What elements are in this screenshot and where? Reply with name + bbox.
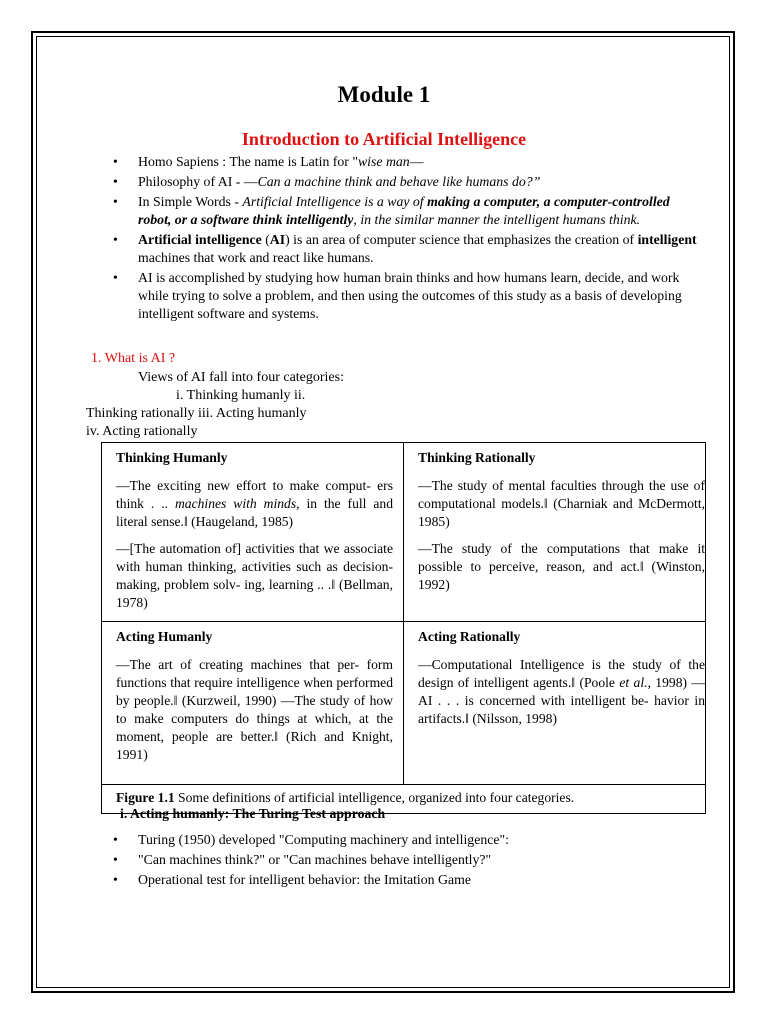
views-intro: Views of AI fall into four categories: [138,370,344,385]
ai-definitions-table [101,442,706,814]
views-line-2: Thinking rationally iii. Acting humanly [86,406,307,421]
cell-heading: Acting Humanly [116,629,213,644]
cell-heading: Thinking Humanly [116,450,228,465]
cell-paragraph: —Computational Intelligence is the study of the design of intelligent agents.‖ (Poole et al., 1998) —AI . . . is concerned with intelligent be- havior in artifacts.‖ (Nilsson, 1998) [418,657,706,726]
bullet-item: • Homo Sapiens : The name is Latin for "wise man— [113,153,705,171]
module-title: Module 1 [337,82,431,107]
intro-heading: Introduction to Artificial Intelligence [241,129,527,149]
caption-label: Figure 1.1 [116,790,175,805]
cell-paragraph: —The study of mental faculties through the use of computational models.‖ (Charniak and McDermott, 1985) [418,478,705,529]
intro-bullet-list [113,153,705,325]
views-line-1: i. Thinking humanly ii. [176,388,306,403]
cell-paragraph: —The art of creating machines that per- form functions that require intelligence when performed by people.‖ (Kurzweil, 1990) —The study of how to make computers do things at which, at the moment, people are better.‖ (Rich and Knight, 1991) [116,657,393,762]
cell-heading: Acting Rationally [418,629,521,644]
cell-thinking-rationally [404,443,706,622]
cell-paragraph: —The exciting new effort to make comput- ers think . .. machines with minds, in the full and literal sense.‖ (Haugeland, 1985) [116,478,393,529]
views-line-3: iv. Acting rationally [86,424,198,439]
cell-paragraph: —The study of the computations that make it possible to perceive, reason, and act.‖ (Winston, 1992) [418,541,705,592]
bullet-item: • Operational test for intelligent behavior: the Imitation Game [113,871,703,889]
cell-paragraph: —[The automation of] activities that we associate with human thinking, activities such as decision-making, problem solv- ing, learning .. .‖ (Bellman, 1978) [116,541,393,610]
cell-acting-rationally [404,622,706,785]
bullet-item: • "Can machines think?" or "Can machines behave intelligently?" [113,851,703,869]
cell-acting-humanly [102,622,404,785]
cell-thinking-humanly [102,443,404,622]
bullet-item: • Artificial intelligence (AI) is an area of computer science that emphasizes the creation of intelligent machines that work and react like humans. [113,231,705,267]
bullet-item: • Turing (1950) developed "Computing machinery and intelligence": [113,831,703,849]
what-is-ai-heading: 1. What is AI ? [91,351,176,366]
caption-text: Some definitions of artificial intelligence, organized into four categories. [174,790,575,805]
bullet-item: • Philosophy of AI - —Can a machine think and behave like humans do?” [113,173,705,191]
cell-heading: Thinking Rationally [418,450,536,465]
section-turing-heading: i. Acting humanly: The Turing Test approach [120,806,386,821]
bullet-item: • In Simple Words - Artificial Intelligence is a way of making a computer, a computer-controlled robot, or a software think intelligently, in the similar manner the intelligent humans think. [113,193,705,229]
bullet-item: • AI is accomplished by studying how human brain thinks and how humans learn, decide, and work while trying to solve a problem, and then using the outcomes of this study as a basis of developing intelligent software and systems. [113,269,705,323]
turing-bullet-list [113,831,703,891]
